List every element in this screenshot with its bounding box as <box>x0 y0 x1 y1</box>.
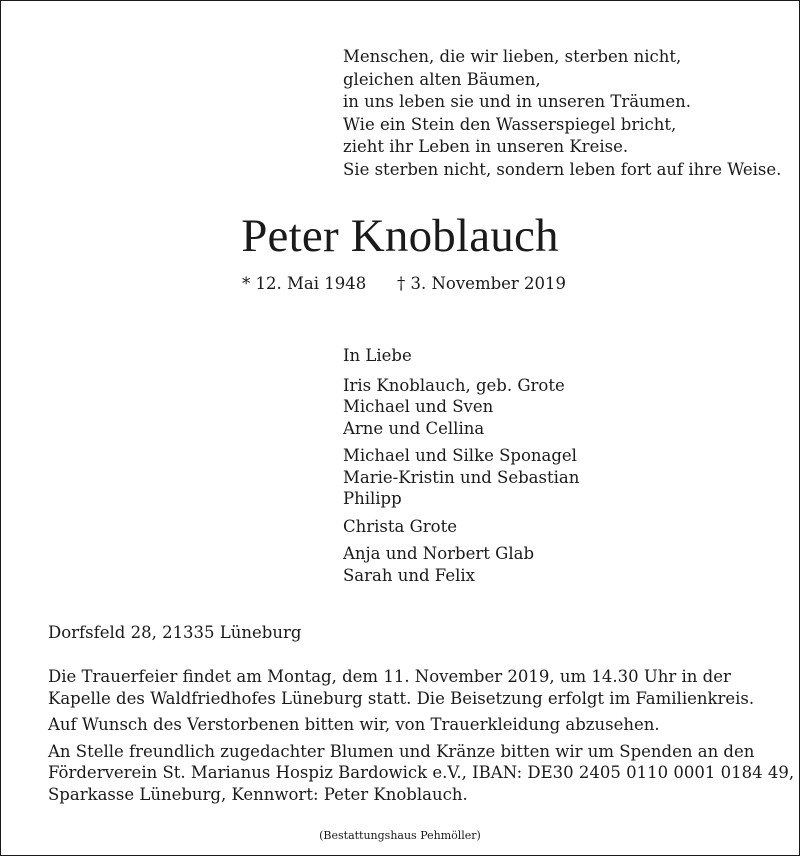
notice-line: Förderverein St. Marianus Hospiz Bardowick e.V., IBAN: DE30 2405 0110 0001 0184 49, <box>48 763 795 782</box>
family-address: Dorfsfeld 28, 21335 Lüneburg <box>48 623 302 642</box>
funeral-service-notice <box>48 666 778 709</box>
death-date: † 3. November 2019 <box>397 274 567 293</box>
mourner-name: Arne und Cellina <box>343 418 485 438</box>
mourner-group <box>343 375 579 440</box>
notice-line: Auf Wunsch des Verstorbenen bitten wir, von Trauerkleidung abzusehen. <box>48 715 660 734</box>
mourner-name: Philipp <box>343 489 402 508</box>
deceased-name: Peter Knoblauch <box>241 210 559 262</box>
mourner-group <box>343 445 579 510</box>
clothing-notice <box>48 714 778 736</box>
mourner-name: Anja und Norbert Glab <box>343 544 535 563</box>
notice-line: An Stelle freundlich zugedachter Blumen und Kränze bitten wir um Spenden an den <box>48 741 755 761</box>
donation-notice <box>48 741 795 806</box>
mourner-name: Marie-Kristin und Sebastian <box>343 467 580 487</box>
mourner-group <box>343 543 579 586</box>
mourner-group <box>343 516 579 538</box>
mourners-intro: In Liebe <box>343 346 412 365</box>
mourner-name: Michael und Sven <box>343 397 494 416</box>
birth-date: * 12. Mai 1948 <box>242 274 367 293</box>
poem-line: Menschen, die wir lieben, sterben nicht, <box>343 47 682 66</box>
mourner-name: Christa Grote <box>343 516 457 536</box>
mourner-name: Sarah und Felix <box>343 565 475 585</box>
poem-line: Wie ein Stein den Wasserspiegel bricht, <box>343 114 677 134</box>
notice-line: Kapelle des Waldfriedhofes Lüneburg statt. Die Beisetzung erfolgt im Familienkreis. <box>48 688 755 708</box>
mourner-name: Michael und Silke Sponagel <box>343 446 577 465</box>
poem-line: gleichen alten Bäumen, <box>343 69 541 89</box>
mourners-list <box>343 345 579 592</box>
memorial-poem <box>343 46 781 181</box>
notices-section <box>48 666 795 810</box>
funeral-home-credit: (Bestattungshaus Pehmöller) <box>319 829 481 842</box>
notice-line: Die Trauerfeier findet am Montag, dem 11. November 2019, um 14.30 Uhr in der <box>48 667 731 686</box>
poem-line: in uns leben sie und in unseren Träumen. <box>343 92 691 111</box>
poem-line: Sie sterben nicht, sondern leben fort auf ihre Weise. <box>343 159 782 179</box>
poem-line: zieht ihr Leben in unseren Kreise. <box>343 137 629 156</box>
mourner-name: Iris Knoblauch, geb. Grote <box>343 375 565 395</box>
notice-line: Sparkasse Lüneburg, Kennwort: Peter Knoblauch. <box>48 784 468 804</box>
